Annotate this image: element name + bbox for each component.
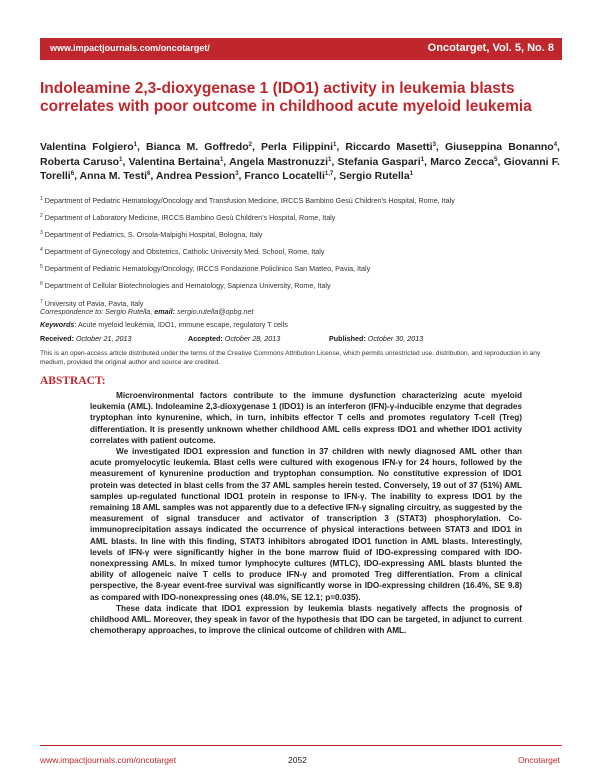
author-affiliation-mark: 1	[133, 142, 137, 148]
affiliation-number: 1	[40, 196, 43, 202]
author-affiliation-mark: 1	[219, 156, 224, 163]
affiliation-text: University of Pavia, Pavia, Italy	[44, 298, 144, 308]
correspondence-name: Sergio Rutella,	[105, 307, 153, 316]
author-affiliation-mark: 5	[494, 156, 498, 163]
author-name: Valentina Folgiero	[40, 141, 134, 153]
published-date: Published: October 30, 2013	[329, 334, 424, 343]
affiliation-number: 4	[40, 247, 43, 254]
keywords-label: Keywords	[40, 320, 75, 329]
author-name: Bianca M. Goffredo	[145, 141, 249, 153]
affiliation-number: 6	[40, 281, 43, 288]
correspondence-email[interactable]: sergio.rutella@opbg.net	[177, 307, 254, 316]
abstract-body	[90, 390, 522, 636]
author-affiliation-mark: 4	[553, 142, 558, 148]
affiliation-text: Department of Cellular Biotechnologies and Hematology, Sapienza University, Rome, Italy	[44, 281, 331, 291]
author-name: Roberta Caruso	[40, 155, 120, 168]
author-name: Valentina Bertaina	[128, 155, 220, 168]
affiliation-text: Department of Pediatric Hematology/Oncology and Transfusion Medicine, IRCCS Bambino Gesù Children's Hospital, Rome, Italy	[44, 196, 455, 205]
affiliation-item	[40, 281, 560, 291]
author-affiliation-mark: 1	[333, 142, 337, 148]
affiliation-item	[40, 247, 560, 257]
author-name: Franco Locatelli	[244, 170, 325, 182]
article-title: Indoleamine 2,3-dioxygenase 1 (IDO1) activity in leukemia blasts correlates with poor outcome in childhood acute myeloid leukemia	[40, 80, 532, 115]
author-name: Sergio Rutella	[339, 170, 410, 182]
keywords-text: : Acute myeloid leukemia, IDO1, immune escape, regulatory T cells	[74, 320, 288, 329]
footer-divider	[40, 745, 562, 746]
affiliation-text: Department of Gynecology and Obstetrics, Catholic University Med. School, Rome, Italy	[44, 247, 325, 257]
affiliation-number: 3	[40, 230, 43, 237]
abstract-heading: ABSTRACT:	[40, 375, 106, 387]
correspondence-line	[40, 307, 560, 316]
author-name: Perla Filippini	[260, 141, 333, 153]
footer-journal: Oncotarget	[517, 755, 560, 765]
keywords-line	[40, 320, 560, 329]
author-affiliation-mark: 3	[432, 142, 436, 148]
author-name: Andrea Pession	[155, 170, 236, 182]
affiliation-item	[40, 196, 560, 206]
accepted-date: Accepted: October 28, 2013	[188, 334, 281, 343]
author-affiliation-mark: 6	[70, 171, 75, 177]
affiliation-item	[40, 213, 560, 223]
author-name: Giovanni F. Torelli	[40, 155, 560, 182]
affiliation-list	[40, 196, 560, 316]
author-name: Angela Mastronuzzi	[229, 155, 328, 168]
author-name: Giuseppina Bonanno	[444, 141, 554, 153]
affiliation-text: Department of Pediatrics, S. Orsola-Malpighi Hospital, Bologna, Italy	[44, 230, 263, 240]
author-affiliation-mark: 2	[248, 142, 252, 148]
affiliation-item	[40, 264, 560, 274]
author-affiliation-mark: 1	[409, 171, 414, 177]
author-affiliation-mark: 1,7	[324, 171, 334, 177]
author-name: Marco Zecca	[430, 155, 495, 168]
author-affiliation-mark: 6	[147, 171, 151, 177]
page-number: 2052	[288, 755, 307, 765]
author-affiliation-mark: 1	[119, 156, 123, 163]
header-journal-issue: Oncotarget, Vol. 5, No. 8	[427, 42, 554, 54]
affiliation-text: Department of Pediatric Hematology/Oncology, IRCCS Fondazione Policlinico San Matteo, Pavia, Italy	[44, 264, 371, 274]
affiliation-text: Department of Laboratory Medicine, IRCCS Bambino Gesù Children's Hospital, Rome, Italy	[44, 213, 336, 223]
header-url[interactable]: www.impactjournals.com/oncotarget/	[50, 43, 210, 53]
license-statement: This is an open-access article distributed under the terms of the Creative Commons Attribution License, which permits unrestricted use, distribution, and reproduction in any medium, provided the original author and source are credited.	[40, 350, 541, 366]
author-name: Anna M. Testi	[79, 170, 148, 182]
abstract-paragraph: These data indicate that IDO1 expression by leukemia blasts negatively affects the prognosis of childhood AML. Moreover, they speak in favor of the hypothesis that IDO can be targeted, in adjunct to current chemotherapy approaches, to improve the clinical outcome of children with AML.	[90, 603, 522, 636]
correspondence-email-label: email:	[154, 307, 176, 316]
affiliation-number: 2	[40, 213, 43, 220]
author-affiliation-mark: 1	[328, 156, 332, 163]
received-date: Received: October 21, 2013	[40, 334, 132, 343]
affiliation-number: 7	[40, 298, 43, 305]
author-name: Stefania Gaspari	[337, 155, 421, 168]
abstract-paragraph: We investigated IDO1 expression and function in 37 children with newly diagnosed AML other than acute promyelocytic leukemia. Blast cells were cultured with exogenous IFN-γ for 24 hours, followed by the measurement of kynurenine production and tryptophan consumption. No constitutive expression of IDO1 protein was detected in blast cells from the 37 AML samples herein tested. Conversely, 19 out of 37 (51%) AML samples up-regulated functional IDO1 protein in response to IFN-γ. The inability to express IDO1 by the remaining 18 AML samples was not apparently due to a defective IFN-γ signaling circuitry, as suggested by the measurement of signal transducer and activator of transcription 3 (STAT3) phosphorylation. Co-immunoprecipitation assays indicated the occurrence of physical interactions between STAT3 and IDO1 in AML blasts. In line with this finding, STAT3 inhibitors abrogated IDO1 function in AML blasts. Interestingly, levels of IFN-γ were significantly higher in the bone marrow fluid of IDO-expressing compared with IDO-nonexpressing AMLs. In mixed tumor lymphocyte cultures (MTLC), IDO-expressing AML blasts blunted the ability of allogeneic naive T cells to produce IFN-γ and promoted Treg differentiation. From a clinical perspective, the 8-year event-free survival was significantly worse in IDO-expressing children (16.4%, SE 9.8) as compared with IDO-nonexpressing ones (48.0%, SE 12.1; p=0.035).	[90, 447, 522, 602]
affiliation-item	[40, 230, 560, 240]
author-affiliation-mark: 1	[420, 156, 425, 163]
author-list: Valentina Folgiero$^1$, Bianca M. Goffredo$^2$, Perla Filippini$^1$, Riccardo Masetti$^3$, Giuseppina Bonanno$^4$, Roberta Caruso$^1$, Valentina Bertaina$^1$, Angela Mastronuzzi$^1$, Stefania Gaspari$^1$, Marco Zecca$^5$, Giovanni F. Torelli$^6$, Anna M. Testi$^6$, Andrea Pession$^3$, Franco Locatelli$^{1,7}$, Sergio Rutella$^1$	[40, 141, 560, 182]
affiliation-number: 5	[40, 264, 43, 271]
author-name: Riccardo Masetti	[345, 141, 433, 153]
author-affiliation-mark: 3	[235, 171, 239, 177]
journal-header-bar	[40, 38, 562, 60]
footer-url[interactable]: www.impactjournals.com/oncotarget	[40, 755, 177, 765]
abstract-paragraph: Microenvironmental factors contribute to the immune dysfunction characterizing acute myeloid leukemia (AML). Indoleamine 2,3-dioxygenase 1 (IDO1) is an interferon (IFN)-γ-inducible enzyme that degrades tryptophan into kynurenine, which, in turn, inhibits effector T cells and promotes regulatory T-cell (Treg) differentiation. It is presently unknown whether childhood AML cells express IDO1 and whether IDO1 activity correlates with patient outcome.	[90, 391, 522, 445]
correspondence-label: Correspondence to:	[40, 307, 104, 316]
